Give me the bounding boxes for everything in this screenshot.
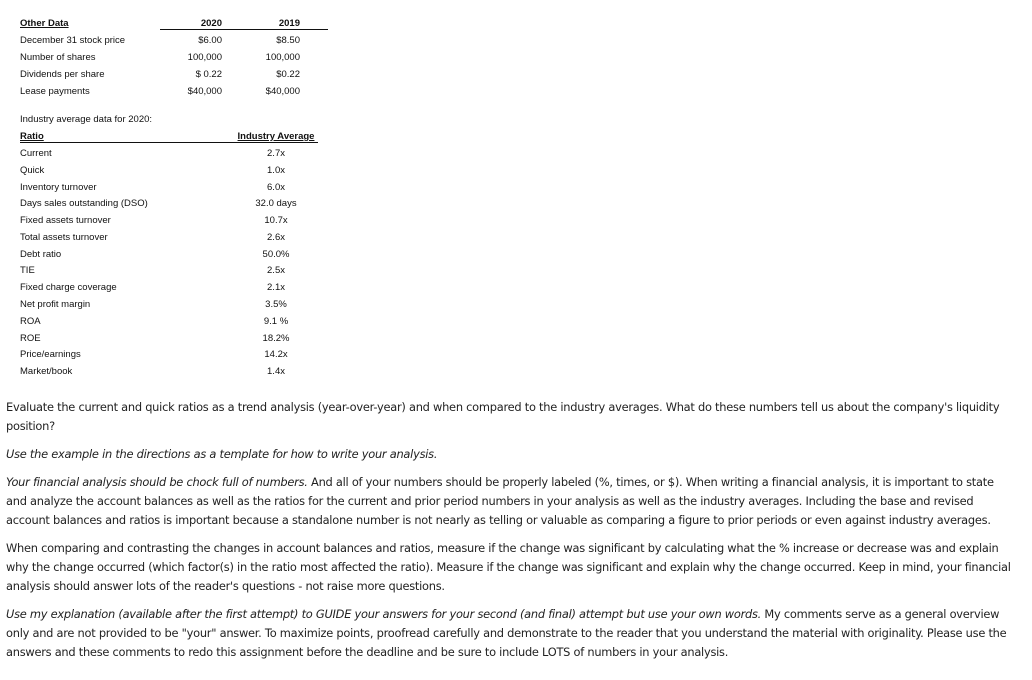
col-2019-header: 2019 — [278, 18, 300, 29]
lease-2020: $40,000 — [187, 86, 222, 97]
explanation-lead: Use my explanation (available after the first attempt) to GUIDE your answers for your second (and final) attempt but use your own words. — [6, 607, 762, 621]
ratio-label: Price/earnings — [20, 349, 81, 360]
numbers-paragraph — [6, 473, 1011, 530]
ratio-value: 1.0x — [267, 165, 285, 176]
stock-price-2019: $8.50 — [276, 35, 300, 46]
ratio-value: 14.2x — [264, 349, 288, 360]
row-label-dividends: Dividends per share — [20, 69, 105, 80]
ratio-value: 32.0 days — [255, 198, 297, 209]
question-paragraph: Evaluate the current and quick ratios as a trend analysis (year-over-year) and when compared to the industry averages. What do these numbers tell us about the company's liquidity position? — [6, 400, 1000, 433]
ratio-header-underline — [20, 142, 318, 143]
header-underline — [160, 29, 328, 30]
col-2020-header: 2020 — [200, 18, 222, 29]
ratio-label: ROA — [20, 316, 41, 327]
ratio-label: Current — [20, 148, 52, 159]
ratio-label: Fixed assets turnover — [20, 215, 111, 226]
dividends-2020: $ 0.22 — [195, 69, 222, 80]
other-data-header: Other Data — [20, 18, 69, 29]
ratio-value: 6.0x — [267, 182, 285, 193]
ratio-label: Debt ratio — [20, 249, 62, 260]
ratio-value: 2.6x — [267, 232, 285, 243]
row-label-lease: Lease payments — [20, 86, 90, 97]
ratio-value: 2.5x — [267, 265, 285, 276]
instructions-text — [6, 398, 1011, 671]
ratio-value: 2.7x — [267, 148, 285, 159]
numbers-lead: Your financial analysis should be chock full of numbers. — [6, 475, 308, 489]
comparing-paragraph: When comparing and contrasting the changes in account balances and ratios, measure if the change was significant by calculating what the % increase or decrease was and explain why the change occurred (which factor(s) in the ratio most affected the ratio). Measure if the change was significant and explain why the change occurred. Keep in mind, your financial analysis should answer lots of the reader's questions - not raise more questions. — [6, 541, 1011, 593]
dividends-2019: $0.22 — [276, 69, 300, 80]
row-label-shares: Number of shares — [20, 52, 96, 63]
ratio-value: 10.7x — [264, 215, 288, 226]
explanation-body: My comments serve as a general overview only and are not provided to be "your" answer. To maximize points, proofread carefully and demonstrate to the reader that you understand the material with originality. Please use the answers and these comments to redo this assignment before the deadline and be sure to include LOTS of numbers in your analysis. — [6, 607, 1007, 659]
explanation-paragraph — [6, 605, 1011, 662]
industry-caption: Industry average data for 2020: — [20, 114, 153, 125]
ratio-label: TIE — [20, 265, 35, 276]
ratio-label: Net profit margin — [20, 299, 91, 310]
ratio-value: 3.5% — [265, 299, 287, 310]
ratio-value: 18.2% — [262, 333, 290, 344]
industry-average-header: Industry Average — [237, 131, 315, 142]
template-note-paragraph: Use the example in the directions as a template for how to write your analysis. — [6, 447, 438, 461]
ratio-value: 1.4x — [267, 366, 285, 377]
ratio-label: Quick — [20, 165, 45, 176]
ratio-value: 2.1x — [267, 282, 285, 293]
ratio-value: 50.0% — [262, 249, 290, 260]
ratio-value: 9.1 % — [263, 316, 289, 327]
ratio-label: Market/book — [20, 366, 73, 377]
ratio-label: Total assets turnover — [20, 232, 108, 243]
ratio-label: Inventory turnover — [20, 182, 97, 193]
ratio-label: Fixed charge coverage — [20, 282, 117, 293]
lease-2019: $40,000 — [265, 86, 300, 97]
shares-2019: 100,000 — [265, 52, 300, 63]
numbers-body: And all of your numbers should be properly labeled (%, times, or $). When writing a financial analysis, it is important to state and analyze the account balances as well as the ratios for the current and prior period numbers in your analysis as well as the industry averages. Including the base and revised account balances and ratios is important because a standalone number is not nearly as telling or valuable as comparing a figure to prior periods or even against industry averages. — [6, 475, 994, 527]
stock-price-2020: $6.00 — [198, 35, 222, 46]
shares-2020: 100,000 — [187, 52, 222, 63]
ratio-header: Ratio — [20, 131, 44, 142]
ratio-label: ROE — [20, 333, 41, 344]
row-label-stock-price: December 31 stock price — [20, 35, 126, 46]
ratio-label: Days sales outstanding (DSO) — [20, 198, 148, 209]
